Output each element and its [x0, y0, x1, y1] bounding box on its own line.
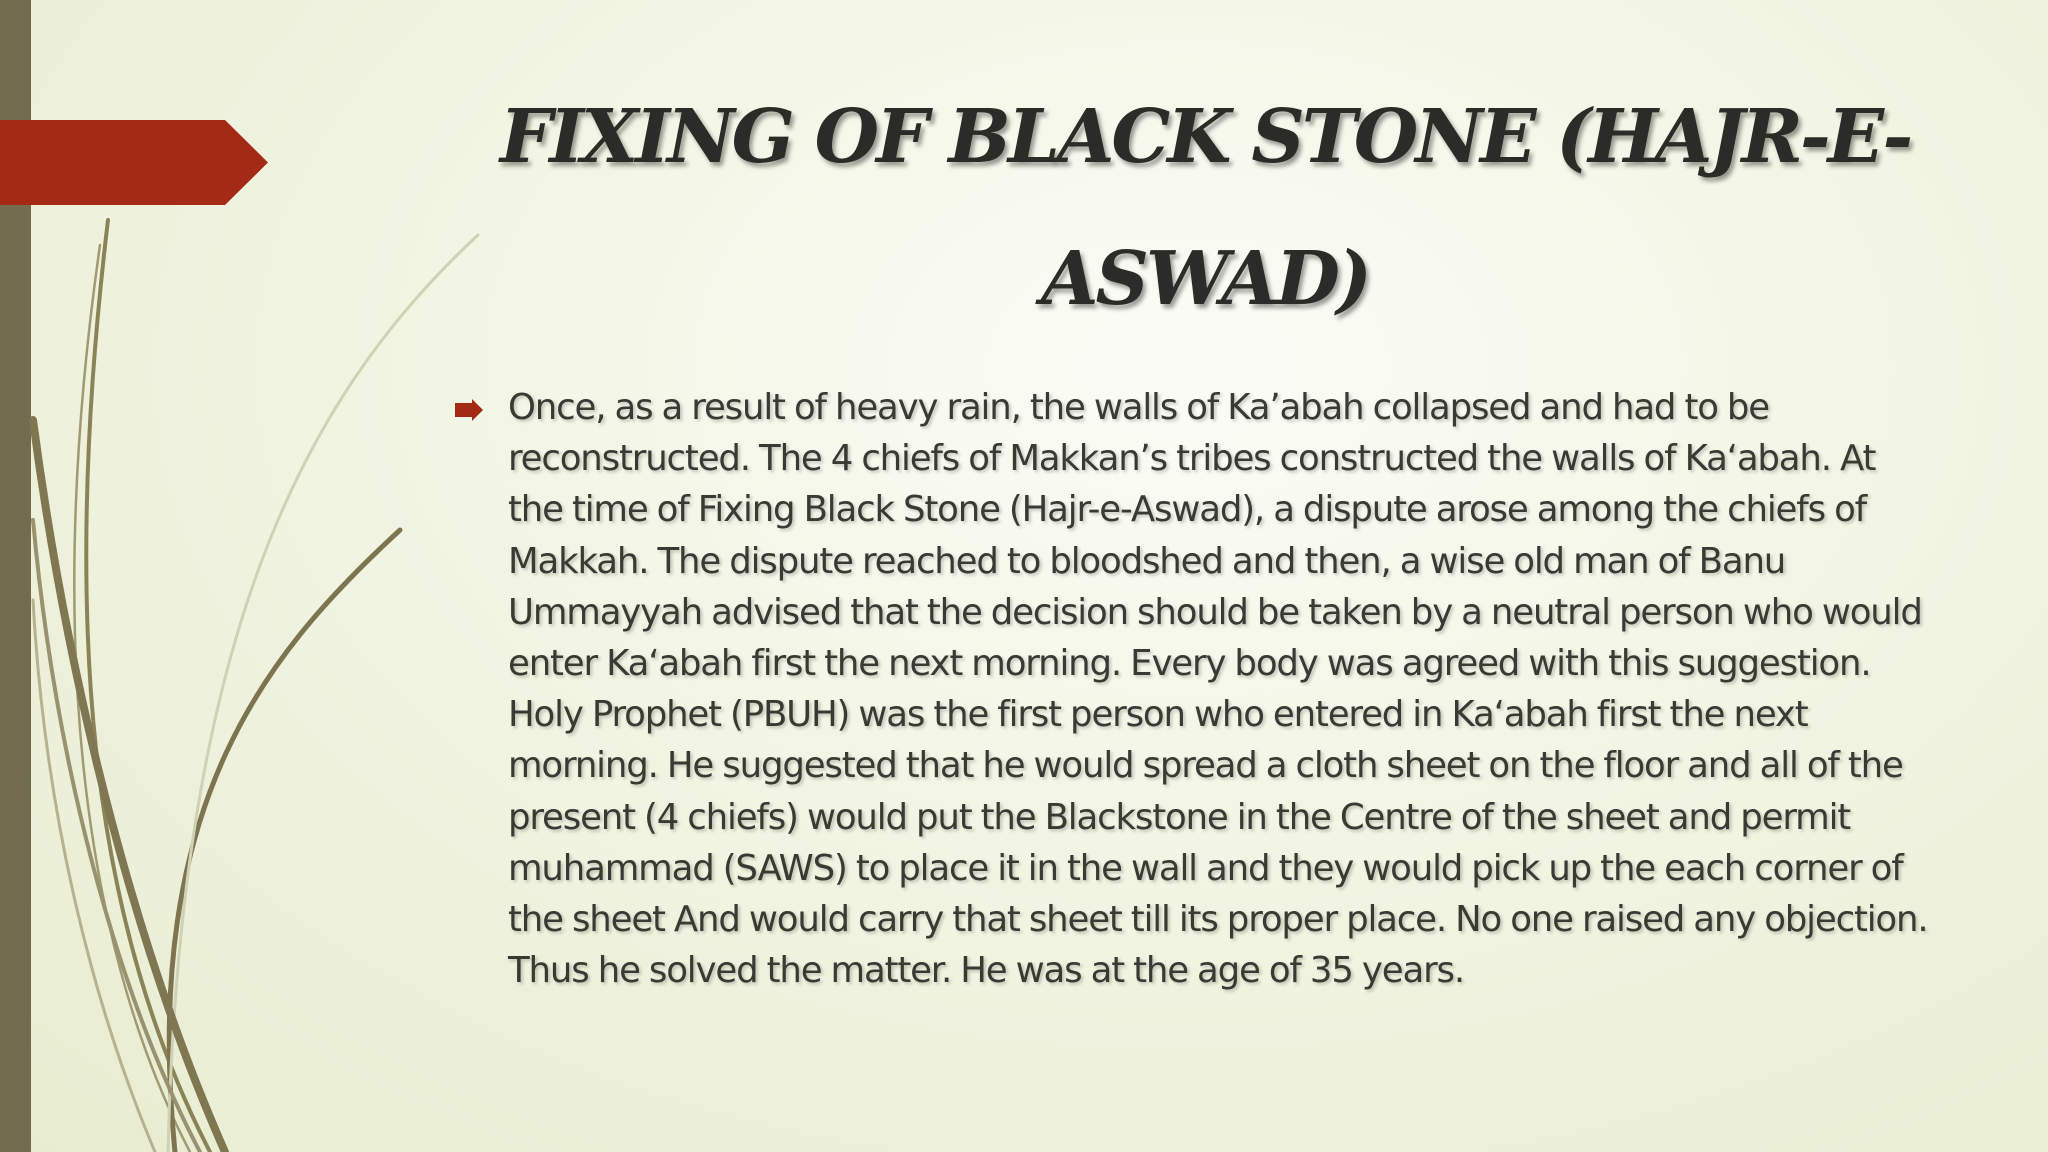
decor-curve [33, 420, 225, 1152]
slide-title [470, 94, 1940, 402]
decor-curve [169, 530, 400, 1152]
body-paragraph: Once, as a result of heavy rain, the walls of Ka’abah collapsed and had to be reconstructed. The 4 chiefs of Makkan’s tribes constructed the walls of Ka‘abah. At the time of Fixing Black Stone (Hajr-e-Aswad), a dispute arose among the chiefs of Makkah. The dispute reached to bloodshed and then, a wise old man of Banu Ummayyah advised that the decision should be taken by a neutral person who would enter Ka‘abah first the next morning. Every body was agreed with this suggestion. Holy Prophet (PBUH) was the first person who entered in Ka‘abah first the next morning. He suggested that he would spread a cloth sheet on the floor and all of the present (4 chiefs) would put the Blackstone in the Centre of the sheet and permit muhammad (SAWS) to place it in the wall and they would pick up the each corner of the sheet And would carry that sheet till its proper place. No one raised any objection. Thus he solved the matter. He was at the age of 35 years. [508, 387, 1928, 992]
slide-title-line: ASWAD) [1041, 236, 1369, 322]
slide-title-line: FIXING OF BLACK STONE (HAJR-E- [499, 94, 1911, 180]
decor-curve [168, 235, 478, 1152]
arrow-bullet-icon [454, 398, 484, 422]
accent-arrow-banner [0, 120, 268, 205]
